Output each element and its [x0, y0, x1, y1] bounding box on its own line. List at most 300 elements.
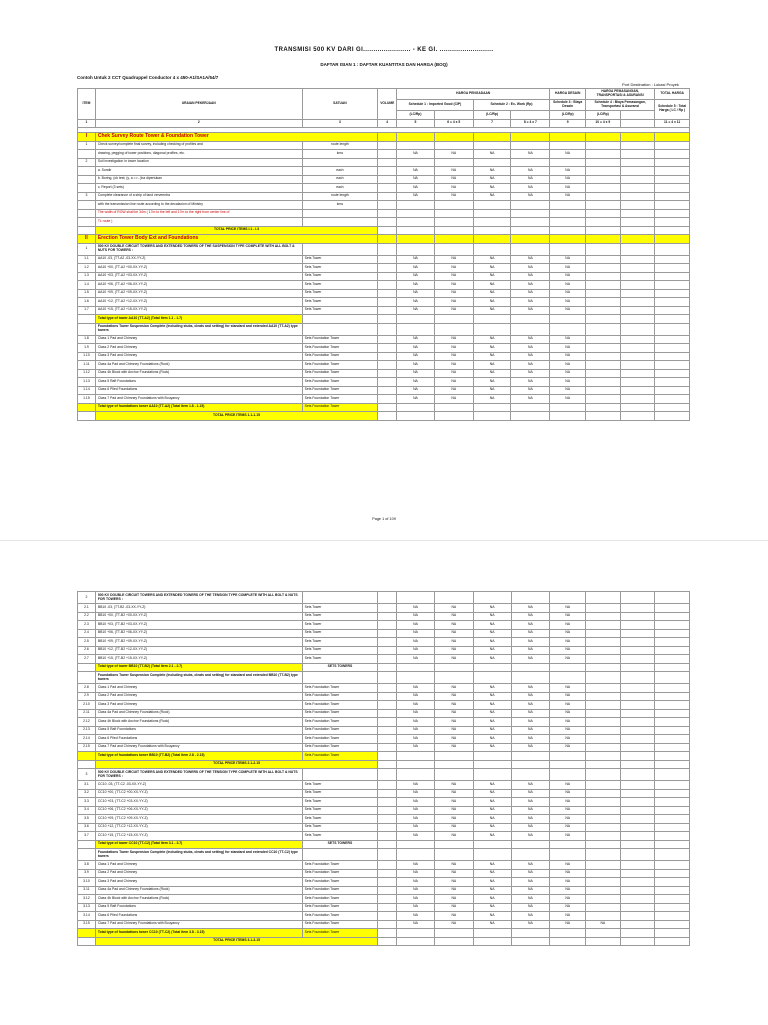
col-num: 10 = 4 x 9 — [586, 119, 621, 128]
col-num: 2 — [95, 119, 302, 128]
table-row — [78, 621, 690, 630]
na-cell: NA — [397, 646, 435, 655]
na-cell: NA — [434, 638, 473, 647]
table-row — [78, 895, 690, 904]
na-cell: NA — [511, 344, 550, 353]
na-cell: NA — [550, 655, 586, 664]
foundation-total-label: Total type of foundations tower AA10 (TT-A2) (Total Item 1.8 - 1.15) — [95, 403, 302, 412]
item-number: 3.13 — [78, 903, 96, 912]
na-cell: NA — [397, 175, 435, 184]
na-cell: NA — [511, 361, 550, 370]
item-description: AA10 +15, (TT-A2 +15-XX-YY-Z) — [95, 306, 302, 315]
na-cell: NA — [550, 378, 586, 387]
na-cell: NA — [473, 701, 511, 710]
na-cell: NA — [550, 612, 586, 621]
na-cell: NA — [473, 886, 511, 895]
item-description: Complete clearance of a strip of land verveentra — [95, 192, 302, 201]
table-row — [78, 912, 690, 921]
item-number: 3 — [78, 192, 96, 201]
item-description: Class 7 Pad and Chimney Foundations with Bouyancy — [95, 920, 302, 929]
na-cell: NA — [550, 789, 586, 798]
col-harga-desain: HARGA DESAIN — [550, 89, 586, 100]
na-cell: NA — [511, 789, 550, 798]
na-cell: NA — [397, 150, 435, 159]
na-cell: NA — [473, 378, 511, 387]
na-cell: NA — [397, 167, 435, 176]
foundation-header-row — [78, 323, 690, 335]
na-cell: NA — [434, 272, 473, 281]
item-description: AA10 +12, (TT-A2 +12-XX-YY-Z) — [95, 298, 302, 307]
item-description: CC10 -03, (TT-C2 -03-XX-YY-Z) — [95, 781, 302, 790]
item-unit: Sets Foundation Tower — [302, 692, 378, 701]
na-cell: NA — [473, 306, 511, 315]
col-num: 7 — [473, 119, 511, 128]
item-unit: Sets Tower — [302, 629, 378, 638]
na-cell: NA — [434, 192, 473, 201]
item-number: 1.2 — [78, 264, 96, 273]
na-cell: NA — [473, 806, 511, 815]
item-description: Class 3 Pad and Chimney — [95, 878, 302, 887]
na-cell: NA — [434, 684, 473, 693]
item-unit: route length — [302, 141, 378, 150]
item-unit: kms — [302, 150, 378, 159]
na-cell: NA — [434, 869, 473, 878]
unit-price-label: (LC/Rp) — [550, 111, 586, 120]
item-description: Class 3 Pad and Chimney — [95, 352, 302, 361]
section-title: Chek Survey Route Tower & Foundation Tower — [95, 133, 377, 142]
na-cell: NA — [550, 289, 586, 298]
na-cell: NA — [550, 692, 586, 701]
item-number: 3.10 — [78, 878, 96, 887]
item-unit: Sets Foundation Tower — [302, 395, 378, 404]
foundation-total-label: Total type of foundations tower CC10 (TT-C2) (Total Item 3.8 - 3.15) — [95, 929, 302, 938]
item-number: 3.8 — [78, 861, 96, 870]
na-cell: NA — [550, 175, 586, 184]
na-cell: NA — [511, 150, 550, 159]
item-number: 3.6 — [78, 823, 96, 832]
na-cell: NA — [397, 361, 435, 370]
item-number: 2.10 — [78, 701, 96, 710]
item-number: 2.4 — [78, 629, 96, 638]
table-row — [78, 201, 690, 210]
table-row — [78, 735, 690, 744]
foundation-total-row — [78, 929, 690, 938]
na-cell: NA — [434, 903, 473, 912]
col-total-harga: TOTAL HARGA — [655, 89, 690, 100]
item-number: 3.3 — [78, 798, 96, 807]
table-row — [78, 175, 690, 184]
item-number: 1.11 — [78, 361, 96, 370]
table-row — [78, 344, 690, 353]
table-row — [78, 167, 690, 176]
na-cell: NA — [397, 684, 435, 693]
na-cell: NA — [550, 718, 586, 727]
table-row — [78, 861, 690, 870]
na-cell: NA — [586, 920, 621, 929]
col-schedule-1: Schedule 1 : Imported Good (CIP) — [397, 100, 474, 111]
item-description: CC10 +06, (TT-C2 +06-XX-YY-Z) — [95, 806, 302, 815]
na-cell: NA — [511, 692, 550, 701]
tower-total-label: Total type of tower AA10 (TT-A2) (Total Item 1.1 - 1.7) — [95, 315, 302, 324]
item-unit: route length — [302, 192, 378, 201]
na-cell: NA — [473, 735, 511, 744]
table-row — [78, 718, 690, 727]
table-row — [78, 218, 690, 227]
item-description: Class 4b Block with Anchor Foundations (Rock) — [95, 369, 302, 378]
section-code: I — [78, 133, 96, 142]
table-row — [78, 378, 690, 387]
na-cell: NA — [473, 895, 511, 904]
item-unit: Sets Tower — [302, 255, 378, 264]
table-row — [78, 789, 690, 798]
foundation-header-row — [78, 849, 690, 861]
item-unit: Sets Foundation Tower — [302, 335, 378, 344]
na-cell: NA — [550, 735, 586, 744]
item-unit: Sets Foundation Tower — [302, 869, 378, 878]
na-cell: NA — [397, 743, 435, 752]
na-cell: NA — [434, 264, 473, 273]
na-cell: NA — [473, 175, 511, 184]
na-cell: NA — [473, 395, 511, 404]
tower-total-label: Total type of tower CC10 (TT-C2) (Total Item 3.1 - 3.7) — [95, 840, 302, 849]
item-number: 2.8 — [78, 684, 96, 693]
item-description: with the transmission line route according to the decalaxion of Ministry — [95, 201, 302, 210]
na-cell: NA — [434, 789, 473, 798]
na-cell: NA — [434, 361, 473, 370]
item-description: BB10 +06, (TT-B2 +06-XX-YY-Z) — [95, 629, 302, 638]
tower-total-row — [78, 315, 690, 324]
item-description: Class 4a Pad and Chimney Foundations (Rock) — [95, 709, 302, 718]
item-unit: Sets Foundation Tower — [302, 403, 378, 412]
na-cell: NA — [473, 832, 511, 841]
na-cell: NA — [473, 629, 511, 638]
na-cell: NA — [511, 289, 550, 298]
item-description: Class 3 Pad and Chimney — [95, 701, 302, 710]
na-cell: NA — [434, 175, 473, 184]
na-cell: NA — [550, 743, 586, 752]
foundation-header: Foundations Tower Suspension Complete (including stubs, cleats and setting) for standard and extended CC10 (TT-C2) type towers — [95, 849, 302, 861]
item-unit: Sets Tower — [302, 823, 378, 832]
table-row — [78, 150, 690, 159]
na-cell: NA — [473, 709, 511, 718]
total-row — [78, 412, 690, 421]
na-cell: NA — [434, 289, 473, 298]
item-unit: Sets Foundation Tower — [302, 895, 378, 904]
item-description: BB10 +12, (TT-B2 +12-XX-YY-Z) — [95, 646, 302, 655]
na-cell: NA — [473, 361, 511, 370]
item-number: 2.5 — [78, 638, 96, 647]
subsection-title: 500 KV DOUBLE CIRCUIT TOWERS AND EXTENDED TOWERS OF THE TENSION TYPE COMPLETE WITH ALL BOLT & NUTS FOR TOWERS : — [95, 592, 302, 604]
item-unit: Sets Tower — [302, 798, 378, 807]
total-label: TOTAL PRICE ITEMS 2.1-2.15 — [95, 760, 377, 769]
item-unit: SETS TOWERS — [302, 663, 378, 672]
item-unit: Sets Tower — [302, 638, 378, 647]
total-row — [78, 226, 690, 235]
na-cell: NA — [511, 684, 550, 693]
na-cell: NA — [397, 604, 435, 613]
na-cell: NA — [434, 920, 473, 929]
na-cell: NA — [511, 709, 550, 718]
na-cell: NA — [473, 386, 511, 395]
item-unit: Sets Tower — [302, 781, 378, 790]
item-number: 1.13 — [78, 378, 96, 387]
subsection-title: 500 KV DOUBLE CIRCUIT TOWERS AND EXTENDED TOWERS OF THE TENSION TYPE COMPLETE WITH ALL BOLT & NUTS FOR TOWERS : — [95, 769, 302, 781]
item-description: AA10 +03, (TT-A2 +03-XX-YY-Z) — [95, 272, 302, 281]
na-cell: NA — [397, 378, 435, 387]
boq-table-page-1 — [77, 88, 690, 421]
na-cell: NA — [434, 861, 473, 870]
subsection-row — [78, 769, 690, 781]
total-label: TOTAL PRICE ITEMS 1.1-1.15 — [95, 412, 377, 421]
item-description: AA10 +00, (TT-A2 +00-XX-YY-Z) — [95, 264, 302, 273]
na-cell: NA — [511, 903, 550, 912]
na-cell: NA — [397, 886, 435, 895]
item-unit: each — [302, 175, 378, 184]
na-cell: NA — [473, 352, 511, 361]
na-cell: NA — [511, 718, 550, 727]
item-description: Class 5 Raft Foundations — [95, 903, 302, 912]
item-description: Class 1 Pad and Chimney — [95, 861, 302, 870]
na-cell: NA — [473, 903, 511, 912]
col-num: 5 — [397, 119, 435, 128]
item-unit: Sets Tower — [302, 832, 378, 841]
item-unit: each — [302, 167, 378, 176]
na-cell: NA — [550, 184, 586, 193]
document-title: TRANSMISI 500 KV DARI GI....................... - KE GI. .......................... — [274, 47, 494, 53]
item-description: Soil investigation in tower location — [95, 158, 302, 167]
na-cell: NA — [511, 646, 550, 655]
na-cell: NA — [397, 655, 435, 664]
item-unit: Sets Tower — [302, 306, 378, 315]
na-cell: NA — [550, 806, 586, 815]
project-description: Contoh Untuk 2 CCT Quadruppel Conductor 4 x 450-A1/SA1A/54/7 — [77, 75, 219, 80]
item-description: Class 5 Raft Foundations — [95, 378, 302, 387]
na-cell: NA — [550, 823, 586, 832]
na-cell: NA — [473, 612, 511, 621]
item-unit: Sets Tower — [302, 621, 378, 630]
table-row — [78, 684, 690, 693]
na-cell: NA — [473, 912, 511, 921]
na-cell: NA — [550, 701, 586, 710]
item-number: 1.7 — [78, 306, 96, 315]
item-number: 2.2 — [78, 612, 96, 621]
item-number: 1.9 — [78, 344, 96, 353]
na-cell: NA — [511, 878, 550, 887]
na-cell: NA — [550, 335, 586, 344]
na-cell: NA — [434, 832, 473, 841]
na-cell: NA — [550, 386, 586, 395]
na-cell: NA — [397, 638, 435, 647]
na-cell: NA — [397, 264, 435, 273]
na-cell: NA — [511, 175, 550, 184]
na-cell: NA — [550, 781, 586, 790]
item-unit: Sets Foundation Tower — [302, 369, 378, 378]
item-description: Class 4a Pad and Chimney Foundations (Rock) — [95, 361, 302, 370]
na-cell: NA — [511, 655, 550, 664]
item-unit: Sets Tower — [302, 272, 378, 281]
na-cell: NA — [511, 184, 550, 193]
item-description: Class 4a Pad and Chimney Foundations (Rock) — [95, 886, 302, 895]
na-cell: NA — [473, 815, 511, 824]
table-row — [78, 209, 690, 218]
table-row — [78, 638, 690, 647]
na-cell: NA — [550, 920, 586, 929]
table-row — [78, 832, 690, 841]
na-cell: NA — [397, 344, 435, 353]
item-unit: Sets Tower — [302, 281, 378, 290]
item-unit: Sets Foundation Tower — [302, 912, 378, 921]
item-number: 1.4 — [78, 281, 96, 290]
na-cell: NA — [397, 184, 435, 193]
item-description: AA10 +09, (TT-A2 +09-XX-YY-Z) — [95, 289, 302, 298]
table-row — [78, 886, 690, 895]
table-row — [78, 701, 690, 710]
item-number: 1.3 — [78, 272, 96, 281]
na-cell: NA — [434, 701, 473, 710]
na-cell: NA — [473, 692, 511, 701]
na-cell: NA — [473, 638, 511, 647]
na-cell: NA — [473, 743, 511, 752]
item-number: 1 — [78, 243, 96, 255]
na-cell: NA — [434, 167, 473, 176]
na-cell: NA — [473, 684, 511, 693]
tower-rows — [78, 604, 690, 664]
item-description: CC10 +12, (TT-C2 +12-XX-YY-Z) — [95, 823, 302, 832]
na-cell: NA — [473, 281, 511, 290]
table-row — [78, 352, 690, 361]
item-description: Class 2 Pad and Chimney — [95, 692, 302, 701]
item-number: 3.4 — [78, 806, 96, 815]
port-destination: Port Destination : Lokasi Proyek — [622, 82, 679, 87]
na-cell: NA — [550, 832, 586, 841]
na-cell: NA — [550, 306, 586, 315]
subsection-row — [78, 592, 690, 604]
item-description: BB10 +09, (TT-B2 +09-XX-YY-Z) — [95, 638, 302, 647]
tower-total-row — [78, 663, 690, 672]
na-cell: NA — [397, 709, 435, 718]
na-cell: NA — [397, 806, 435, 815]
item-unit: Sets Tower — [302, 612, 378, 621]
total-label: TOTAL PRICE ITEMS I.1 - I.3 — [95, 226, 377, 235]
tower-rows — [78, 255, 690, 315]
na-cell: NA — [473, 344, 511, 353]
na-cell: NA — [511, 815, 550, 824]
na-cell: NA — [473, 150, 511, 159]
item-description: AA10 +06, (TT-A2 +06-XX-YY-Z) — [95, 281, 302, 290]
item-unit: Sets Tower — [302, 298, 378, 307]
item-description: BB10 +03, (TT-B2 +03-XX-YY-Z) — [95, 621, 302, 630]
total-row — [78, 937, 690, 946]
table-row — [78, 298, 690, 307]
table-row — [78, 184, 690, 193]
item-number: 1.6 — [78, 298, 96, 307]
item-unit: Sets Foundation Tower — [302, 386, 378, 395]
na-cell: NA — [550, 621, 586, 630]
table-row — [78, 612, 690, 621]
na-cell: NA — [397, 395, 435, 404]
na-cell: NA — [550, 895, 586, 904]
item-unit: Sets Tower — [302, 264, 378, 273]
na-cell: NA — [550, 903, 586, 912]
item-unit: Sets Foundation Tower — [302, 709, 378, 718]
na-cell: NA — [550, 861, 586, 870]
foundation-total-row — [78, 752, 690, 761]
na-cell: NA — [550, 361, 586, 370]
na-cell: NA — [511, 629, 550, 638]
table-row — [78, 646, 690, 655]
table-header — [78, 89, 690, 128]
item-description: CC10 +03, (TT-C2 +03-XX-YY-Z) — [95, 798, 302, 807]
item-unit: Sets Foundation Tower — [302, 352, 378, 361]
item-unit: Sets Foundation Tower — [302, 378, 378, 387]
item-unit: each — [302, 184, 378, 193]
table-row — [78, 806, 690, 815]
table-row — [78, 655, 690, 664]
na-cell: NA — [473, 335, 511, 344]
boq-table-page-2 — [77, 591, 690, 946]
foundation-rows — [78, 861, 690, 929]
na-cell: NA — [511, 861, 550, 870]
na-cell: NA — [511, 167, 550, 176]
na-cell: NA — [434, 718, 473, 727]
na-cell: NA — [511, 869, 550, 878]
table-row — [78, 141, 690, 150]
na-cell: NA — [434, 612, 473, 621]
item-note: The width of ROW shall be 34m ( 17m to the left and 17m to the right from center line of — [95, 209, 302, 218]
na-cell: NA — [397, 869, 435, 878]
table-row — [78, 743, 690, 752]
item-description: Class 2 Pad and Chimney — [95, 869, 302, 878]
na-cell: NA — [550, 264, 586, 273]
na-cell: NA — [473, 798, 511, 807]
item-unit: Sets Tower — [302, 806, 378, 815]
unit-price-label: (LC/Rp) — [397, 111, 435, 120]
na-cell: NA — [473, 192, 511, 201]
section-code: II — [78, 235, 96, 244]
na-cell: NA — [473, 264, 511, 273]
na-cell: NA — [473, 878, 511, 887]
na-cell: NA — [473, 298, 511, 307]
na-cell: NA — [511, 386, 550, 395]
na-cell: NA — [550, 167, 586, 176]
na-cell: NA — [473, 184, 511, 193]
na-cell: NA — [511, 192, 550, 201]
col-harga-pengadaan: HARGA PENGADAAN — [397, 89, 550, 100]
na-cell: NA — [434, 184, 473, 193]
na-cell: NA — [473, 369, 511, 378]
na-cell: NA — [397, 895, 435, 904]
na-cell: NA — [550, 604, 586, 613]
na-cell: NA — [434, 912, 473, 921]
na-cell: NA — [511, 352, 550, 361]
na-cell: NA — [397, 629, 435, 638]
na-cell: NA — [397, 692, 435, 701]
na-cell: NA — [397, 920, 435, 929]
na-cell: NA — [511, 281, 550, 290]
na-cell: NA — [434, 709, 473, 718]
item-number: 2.3 — [78, 621, 96, 630]
page-2 — [0, 540, 768, 1025]
na-cell: NA — [550, 815, 586, 824]
na-cell: NA — [397, 718, 435, 727]
na-cell: NA — [511, 735, 550, 744]
section-title: Erection Tower Body Ext and Foundations — [95, 235, 377, 244]
item-number: 3.14 — [78, 912, 96, 921]
item-unit: Sets Foundation Tower — [302, 361, 378, 370]
na-cell: NA — [511, 781, 550, 790]
na-cell: NA — [434, 735, 473, 744]
na-cell: NA — [511, 378, 550, 387]
